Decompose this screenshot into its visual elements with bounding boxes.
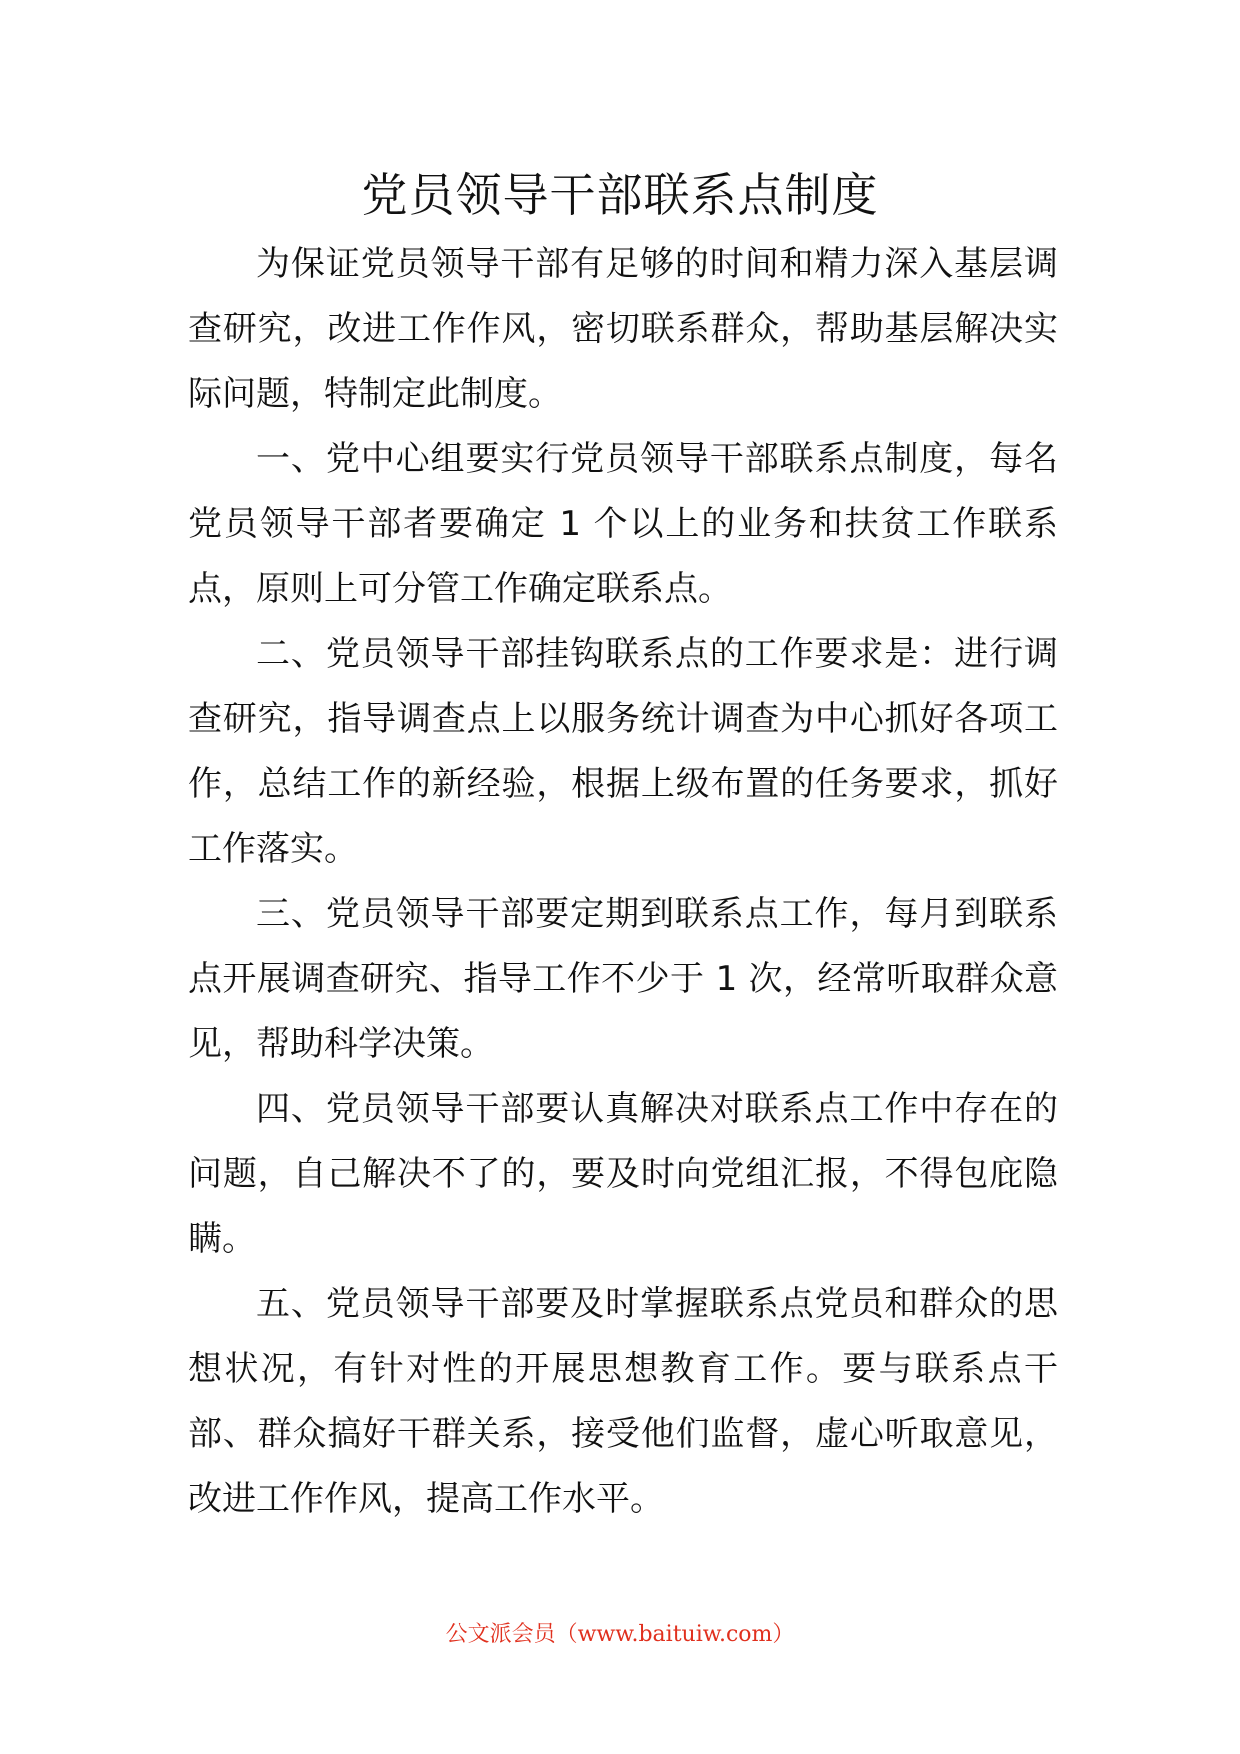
document-body [188,232,1058,1532]
paragraph-item-1: 一、党中心组要实行党员领导干部联系点制度，每名党员领导干部者要确定 1 个以上的业务和扶贫工作联系点，原则上可分管工作确定联系点。 [188,439,1058,609]
paragraph-item-4: 四、党员领导干部要认真解决对联系点工作中存在的问题，自己解决不了的，要及时向党组汇报，不得包庇隐瞒。 [188,1089,1058,1259]
paragraph-intro: 为保证党员领导干部有足够的时间和精力深入基层调查研究，改进工作作风，密切联系群众，帮助基层解决实际问题，特制定此制度。 [188,244,1058,414]
paragraph-item-5: 五、党员领导干部要及时掌握联系点党员和群众的思想状况，有针对性的开展思想教育工作。要与联系点干部、群众搞好干群关系，接受他们监督，虚心听取意见，改进工作作风，提高工作水平。 [188,1284,1058,1519]
paragraph-item-3: 三、党员领导干部要定期到联系点工作，每月到联系点开展调查研究、指导工作不少于 1 次，经常听取群众意见，帮助科学决策。 [188,894,1058,1064]
document-title: 党员领导干部联系点制度 [361,168,879,222]
footer-watermark: 公文派会员（www.baituiw.com） [445,1622,795,1647]
paragraph-item-2: 二、党员领导干部挂钩联系点的工作要求是：进行调查研究，指导调查点上以服务统计调查为中心抓好各项工作，总结工作的新经验，根据上级布置的任务要求，抓好工作落实。 [188,634,1058,869]
